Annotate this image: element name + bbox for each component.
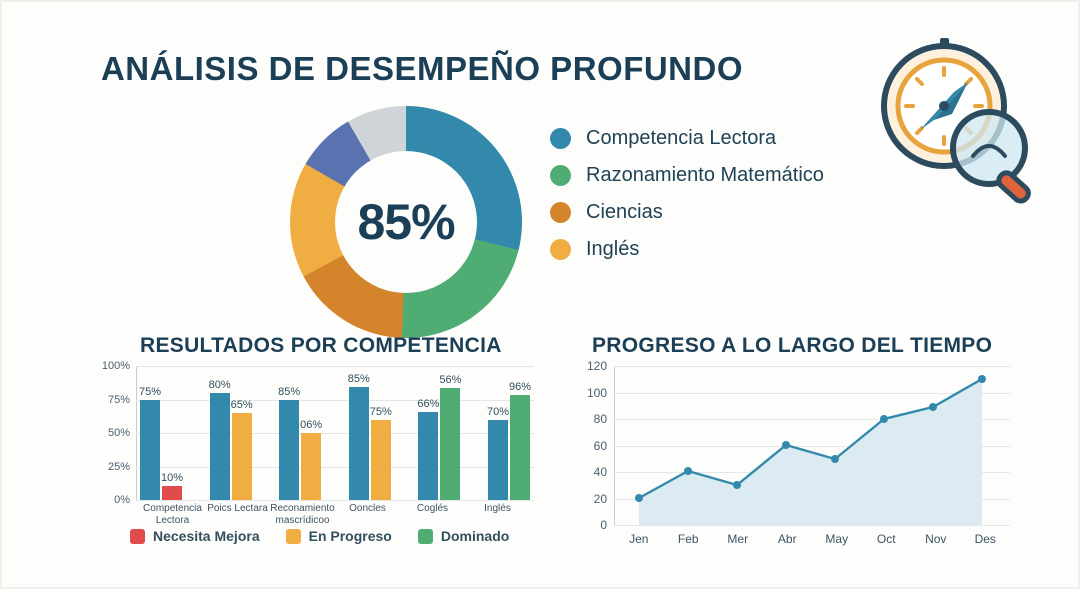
legend-dot-icon <box>550 165 571 186</box>
bar[interactable] <box>208 379 231 500</box>
line-xtick-label: Des <box>974 532 996 546</box>
legend-label: Ciencias <box>586 201 663 223</box>
bar-value-label: 10% <box>160 472 184 484</box>
legend-item <box>130 528 260 544</box>
bar[interactable] <box>160 472 184 500</box>
line-ytick-label: 60 <box>593 438 607 453</box>
line-ytick-label: 0 <box>600 518 607 532</box>
line-xtick-label: Oct <box>876 532 896 546</box>
bar-group <box>210 366 252 500</box>
bar-category: Ooncles <box>349 503 386 514</box>
line-gridline <box>600 518 1010 532</box>
legend-swatch-icon <box>130 529 145 544</box>
bar-group <box>349 366 391 500</box>
bar[interactable] <box>138 386 162 500</box>
bar-group <box>418 366 460 500</box>
bar[interactable] <box>230 399 253 500</box>
bar-value-label: 80% <box>208 379 231 391</box>
legend-label: Razonamiento Matemático <box>586 164 824 186</box>
page-title: ANÁLISIS DE DESEMPEÑO PROFUNDO <box>100 50 744 87</box>
donut-center-value: 85% <box>357 194 455 250</box>
line-xtick-label: May <box>825 532 849 546</box>
bar-gridline <box>114 494 534 506</box>
legend-item <box>286 528 392 544</box>
bar-category: Reconamiento mascrídicoo <box>270 503 335 526</box>
bar-group <box>140 366 182 500</box>
donut-chart <box>290 106 522 338</box>
bar-group <box>279 366 321 500</box>
line-xtick-label: Nov <box>925 532 947 546</box>
donut-center <box>335 151 477 293</box>
bar-chart-legend <box>130 528 509 544</box>
bar-groups <box>140 366 530 500</box>
line-ytick-label: 40 <box>593 465 607 479</box>
line-xtick-label: Jen <box>629 532 649 546</box>
bar-value-label: 65% <box>230 399 253 411</box>
bar-ytick-label: 0% <box>114 494 130 506</box>
legend-label: Necesita Mejora <box>153 528 260 544</box>
legend-dot-icon <box>550 202 571 223</box>
bar-chart <box>94 360 534 526</box>
bar-value-label: 75% <box>138 386 162 398</box>
legend-label: Competencia Lectora <box>586 127 777 149</box>
bar[interactable] <box>278 386 301 500</box>
bar-ytick-label: 75% <box>107 393 130 406</box>
line-ytick-label: 100 <box>586 385 607 400</box>
legend-swatch-icon <box>286 529 301 544</box>
line-ytick-label: 20 <box>593 491 607 506</box>
bar-category: Coglés <box>416 503 449 514</box>
line-chart <box>580 359 1010 546</box>
line-ytick-label: 80 <box>593 412 607 426</box>
bar-ytick-label: 25% <box>107 460 130 473</box>
bar-group <box>488 366 530 500</box>
line-x-labels <box>614 532 1010 546</box>
legend-label: En Progreso <box>308 528 392 544</box>
bar-value-label: 56% <box>439 374 462 386</box>
legend-swatch-icon <box>418 529 433 544</box>
line-xtick-label: Abr <box>777 532 797 546</box>
legend-item <box>550 120 880 157</box>
bar-ytick-label: 50% <box>107 427 130 439</box>
bar[interactable] <box>347 373 370 500</box>
line-xtick-label: Mer <box>727 532 749 546</box>
bar-category: Poics Lectara <box>207 503 268 514</box>
bar-value-label: 85% <box>347 373 370 385</box>
bar-chart-title: RESULTADOS POR COMPETENCIA <box>140 334 502 357</box>
bar-value-label: 85% <box>278 386 301 398</box>
donut-legend <box>550 120 880 268</box>
bar-category-labels <box>140 503 530 526</box>
bar-value-label: 96% <box>508 381 531 393</box>
bar[interactable] <box>417 398 440 500</box>
legend-dot-icon <box>550 239 571 260</box>
legend-dot-icon <box>550 128 571 149</box>
line-series <box>614 366 1010 525</box>
bar-value-label: 06% <box>300 419 323 431</box>
legend-item <box>550 157 880 194</box>
bar-value-label: 66% <box>417 398 440 410</box>
line-ytick-label: 120 <box>586 359 607 373</box>
bar[interactable] <box>486 406 509 500</box>
line-chart-title: PROGRESO A LO LARGO DEL TIEMPO <box>592 334 993 357</box>
legend-label: Dominado <box>440 528 510 544</box>
legend-item <box>550 231 880 268</box>
legend-label: Inglés <box>586 238 640 260</box>
bar-value-label: 70% <box>486 406 509 418</box>
line-xtick-label: Feb <box>677 532 699 546</box>
bar[interactable] <box>508 381 531 500</box>
legend-item <box>418 528 509 544</box>
bar-category: Competencia Lectora <box>143 503 202 526</box>
bar-ytick-label: 100% <box>101 360 130 372</box>
bar-value-label: 75% <box>369 406 392 418</box>
bar[interactable] <box>300 419 323 500</box>
bar-category: Inglés <box>484 503 511 514</box>
legend-item <box>550 194 880 231</box>
bar[interactable] <box>369 406 392 500</box>
bar[interactable] <box>439 374 462 500</box>
